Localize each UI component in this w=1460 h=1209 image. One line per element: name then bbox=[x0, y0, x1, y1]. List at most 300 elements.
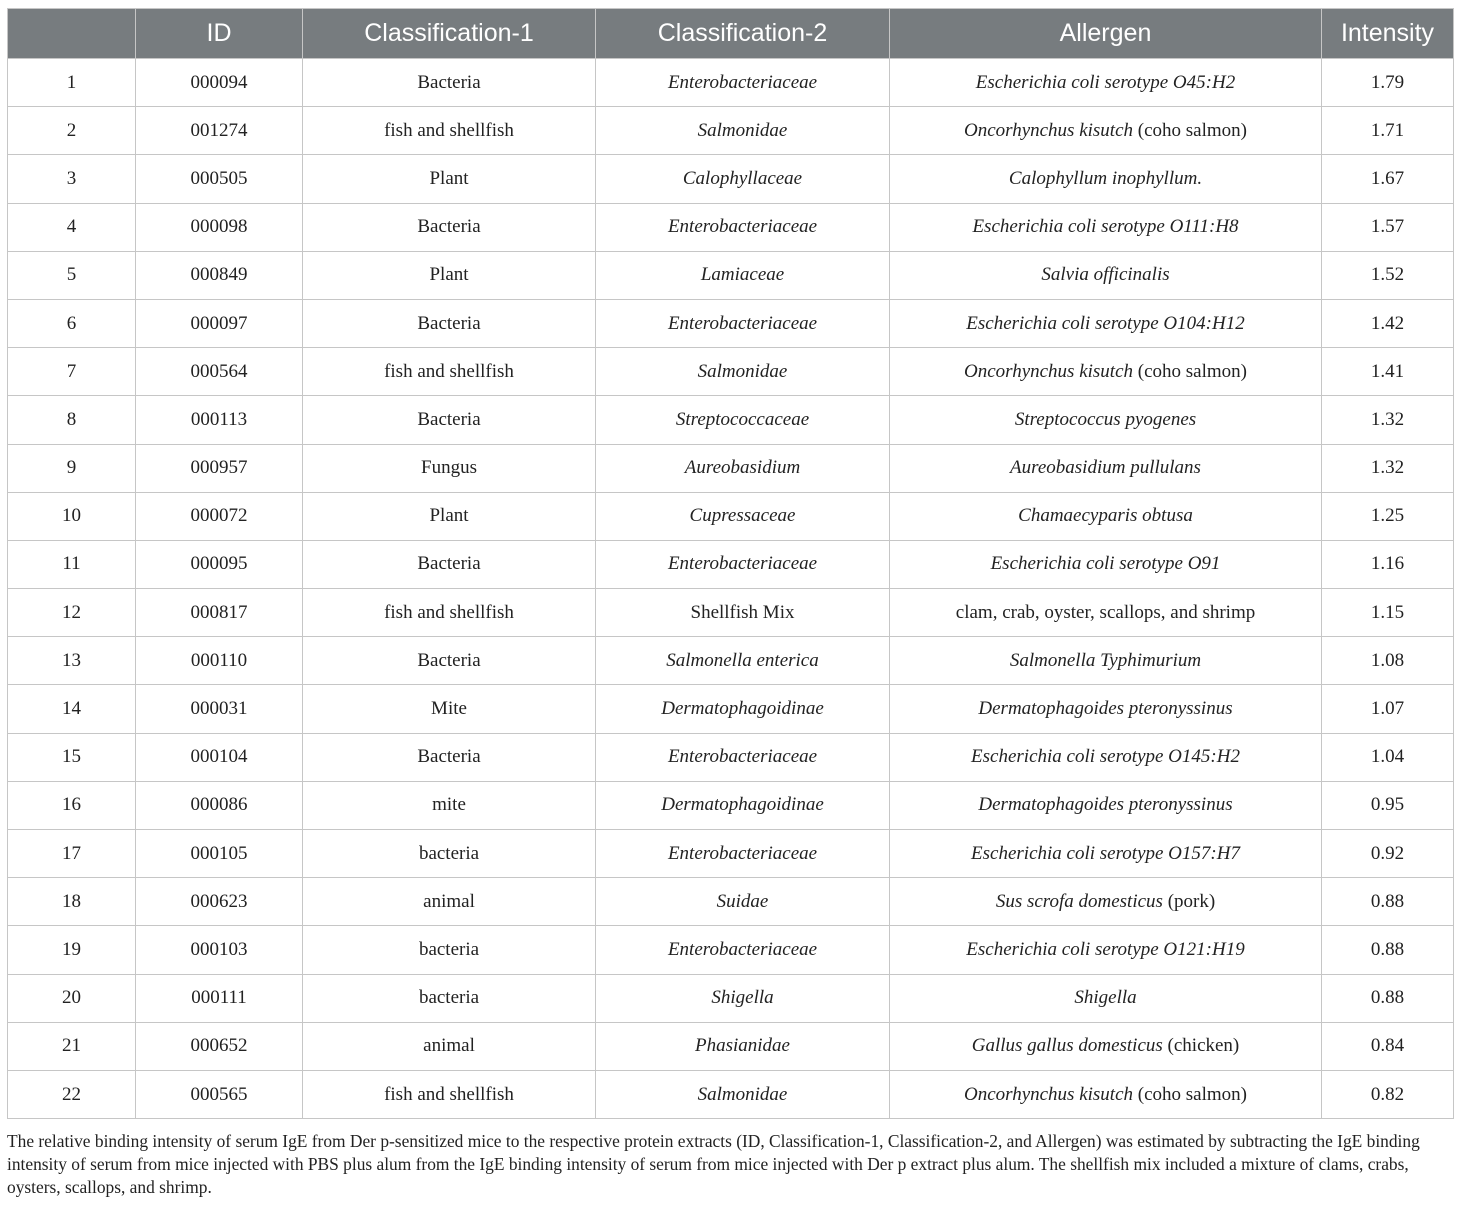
classification-1-cell bbox=[303, 155, 596, 203]
id-cell-text: 000111 bbox=[191, 987, 247, 1009]
id-cell bbox=[136, 251, 303, 299]
classification-2-cell-text: Suidae bbox=[716, 890, 769, 912]
allergen-cell bbox=[890, 1022, 1322, 1070]
allergen-species: Dermatophagoides pteronyssinus bbox=[978, 698, 1233, 720]
allergen-cell bbox=[890, 203, 1322, 251]
intensity-cell-text: 1.67 bbox=[1370, 167, 1405, 189]
allergen-cell bbox=[890, 685, 1322, 733]
classification-2-cell bbox=[596, 781, 890, 829]
allergen-species: Streptococcus pyogenes bbox=[1014, 408, 1197, 430]
id-cell-text: 000072 bbox=[190, 505, 248, 527]
id-cell bbox=[136, 396, 303, 444]
classification-1-cell-text: Bacteria bbox=[417, 71, 481, 93]
id-cell bbox=[136, 1022, 303, 1070]
classification-1-cell bbox=[303, 540, 596, 588]
table-row bbox=[8, 155, 1454, 203]
classification-2-cell bbox=[596, 59, 890, 107]
allergen-cell bbox=[890, 444, 1322, 492]
row-number-cell bbox=[8, 59, 136, 107]
classification-1-cell bbox=[303, 107, 596, 155]
classification-1-cell bbox=[303, 685, 596, 733]
row-number-cell-text: 13 bbox=[62, 649, 81, 671]
classification-1-cell bbox=[303, 830, 596, 878]
row-number-cell bbox=[8, 396, 136, 444]
classification-1-cell bbox=[303, 59, 596, 107]
row-number-cell-text: 3 bbox=[66, 167, 77, 189]
classification-1-cell-text: bacteria bbox=[418, 987, 480, 1009]
header-allergen: Allergen bbox=[890, 9, 1322, 59]
intensity-cell bbox=[1322, 348, 1454, 396]
allergen-cell bbox=[890, 733, 1322, 781]
intensity-cell-text: 1.08 bbox=[1370, 649, 1405, 671]
row-number-cell-text: 15 bbox=[62, 746, 81, 768]
table-row bbox=[8, 251, 1454, 299]
row-number-cell-text: 9 bbox=[66, 457, 77, 479]
classification-2-cell bbox=[596, 251, 890, 299]
table-row bbox=[8, 637, 1454, 685]
intensity-cell bbox=[1322, 444, 1454, 492]
id-cell bbox=[136, 685, 303, 733]
id-cell-text: 000031 bbox=[190, 698, 248, 720]
id-cell-text: 000113 bbox=[190, 408, 248, 430]
row-number-cell bbox=[8, 685, 136, 733]
intensity-cell bbox=[1322, 59, 1454, 107]
table-row bbox=[8, 589, 1454, 637]
classification-1-cell bbox=[303, 637, 596, 685]
classification-2-cell bbox=[596, 396, 890, 444]
row-number-cell-text: 20 bbox=[62, 987, 81, 1009]
table-row bbox=[8, 107, 1454, 155]
intensity-cell bbox=[1322, 589, 1454, 637]
id-cell-text: 000652 bbox=[190, 1035, 248, 1057]
allergen-cell bbox=[890, 251, 1322, 299]
id-cell bbox=[136, 348, 303, 396]
table-row bbox=[8, 830, 1454, 878]
id-cell-text: 000505 bbox=[190, 167, 248, 189]
classification-1-cell-text: Bacteria bbox=[417, 553, 481, 575]
intensity-cell bbox=[1322, 878, 1454, 926]
id-cell-text: 000095 bbox=[190, 553, 248, 575]
table-row bbox=[8, 59, 1454, 107]
classification-1-cell bbox=[303, 878, 596, 926]
allergen-species: Escherichia coli serotype O121:H19 bbox=[966, 938, 1245, 960]
allergen-species: Salmonella Typhimurium bbox=[1009, 649, 1202, 671]
row-number-cell-text: 22 bbox=[62, 1083, 81, 1105]
row-number-cell bbox=[8, 1022, 136, 1070]
classification-1-cell bbox=[303, 1022, 596, 1070]
id-cell-text: 000623 bbox=[190, 890, 248, 912]
table-row bbox=[8, 781, 1454, 829]
allergen-species: Oncorhynchus kisutch bbox=[963, 119, 1134, 141]
id-cell-text: 000110 bbox=[190, 649, 248, 671]
allergen-common-name: (coho salmon) bbox=[1133, 119, 1248, 141]
id-cell-text: 000098 bbox=[190, 216, 248, 238]
id-cell-text: 000094 bbox=[190, 71, 248, 93]
allergen-cell bbox=[890, 299, 1322, 347]
classification-1-cell-text: mite bbox=[432, 794, 466, 816]
id-cell bbox=[136, 1070, 303, 1118]
classification-2-cell-text: Enterobacteriaceae bbox=[667, 746, 818, 768]
row-number-cell-text: 5 bbox=[66, 264, 77, 286]
allergen-cell bbox=[890, 1070, 1322, 1118]
classification-1-cell-text: Bacteria bbox=[417, 312, 481, 334]
classification-1-cell bbox=[303, 589, 596, 637]
allergen-common-name: clam, crab, oyster, scallops, and shrimp bbox=[955, 601, 1256, 623]
row-number-cell-text: 18 bbox=[62, 890, 81, 912]
classification-2-cell bbox=[596, 348, 890, 396]
table-row bbox=[8, 203, 1454, 251]
intensity-cell bbox=[1322, 299, 1454, 347]
classification-1-cell bbox=[303, 733, 596, 781]
row-number-cell-text: 17 bbox=[62, 842, 81, 864]
allergen-species: Escherichia coli serotype O157:H7 bbox=[971, 842, 1240, 864]
header-classification-2: Classification-2 bbox=[596, 9, 890, 59]
row-number-cell-text: 2 bbox=[66, 119, 77, 141]
intensity-cell bbox=[1322, 155, 1454, 203]
allergen-cell bbox=[890, 974, 1322, 1022]
allergen-species: Escherichia coli serotype O45:H2 bbox=[975, 71, 1236, 93]
table-row bbox=[8, 444, 1454, 492]
allergen-intensity-table bbox=[7, 8, 1454, 1119]
intensity-cell-text: 0.82 bbox=[1370, 1083, 1405, 1105]
intensity-cell-text: 1.41 bbox=[1370, 360, 1405, 382]
allergen-table-container bbox=[7, 8, 1453, 1119]
intensity-cell bbox=[1322, 637, 1454, 685]
classification-2-cell-text: Streptococcaceae bbox=[675, 408, 810, 430]
classification-2-cell bbox=[596, 444, 890, 492]
classification-2-cell-text: Cupressaceae bbox=[689, 505, 796, 527]
table-row bbox=[8, 540, 1454, 588]
table-body bbox=[8, 59, 1454, 1119]
classification-1-cell-text: animal bbox=[423, 890, 475, 912]
intensity-cell bbox=[1322, 540, 1454, 588]
id-cell-text: 000849 bbox=[190, 264, 248, 286]
id-cell-text: 000957 bbox=[190, 457, 248, 479]
classification-2-cell bbox=[596, 637, 890, 685]
allergen-cell bbox=[890, 781, 1322, 829]
classification-1-cell-text: Bacteria bbox=[417, 649, 481, 671]
intensity-cell bbox=[1322, 1022, 1454, 1070]
row-number-cell-text: 4 bbox=[66, 216, 77, 238]
classification-1-cell-text: bacteria bbox=[418, 938, 480, 960]
intensity-cell-text: 1.42 bbox=[1370, 312, 1405, 334]
intensity-cell bbox=[1322, 1070, 1454, 1118]
classification-2-cell bbox=[596, 878, 890, 926]
id-cell bbox=[136, 203, 303, 251]
allergen-species: Shigella bbox=[1074, 987, 1137, 1009]
classification-2-cell bbox=[596, 492, 890, 540]
intensity-cell bbox=[1322, 974, 1454, 1022]
classification-1-cell bbox=[303, 203, 596, 251]
id-cell bbox=[136, 299, 303, 347]
row-number-cell-text: 16 bbox=[62, 794, 81, 816]
intensity-cell-text: 1.71 bbox=[1370, 119, 1405, 141]
intensity-cell-text: 1.57 bbox=[1370, 216, 1405, 238]
classification-2-cell-text: Dermatophagoidinae bbox=[661, 794, 824, 816]
classification-1-cell-text: Plant bbox=[429, 264, 469, 286]
intensity-cell-text: 1.07 bbox=[1370, 698, 1405, 720]
classification-1-cell bbox=[303, 251, 596, 299]
classification-2-cell-text: Salmonidae bbox=[697, 119, 788, 141]
classification-2-cell-text: Enterobacteriaceae bbox=[667, 842, 818, 864]
id-cell-text: 000104 bbox=[190, 746, 248, 768]
classification-2-cell bbox=[596, 926, 890, 974]
classification-1-cell-text: Plant bbox=[429, 167, 469, 189]
allergen-species: Oncorhynchus kisutch bbox=[963, 360, 1134, 382]
classification-2-cell bbox=[596, 107, 890, 155]
allergen-species: Salvia officinalis bbox=[1041, 264, 1170, 286]
id-cell bbox=[136, 974, 303, 1022]
allergen-species: Oncorhynchus kisutch bbox=[963, 1083, 1134, 1105]
classification-2-cell-text: Enterobacteriaceae bbox=[667, 938, 818, 960]
allergen-cell bbox=[890, 540, 1322, 588]
allergen-cell bbox=[890, 155, 1322, 203]
intensity-cell bbox=[1322, 396, 1454, 444]
intensity-cell-text: 1.79 bbox=[1370, 71, 1405, 93]
id-cell bbox=[136, 733, 303, 781]
allergen-species: Escherichia coli serotype O145:H2 bbox=[971, 746, 1240, 768]
allergen-cell bbox=[890, 107, 1322, 155]
intensity-cell bbox=[1322, 203, 1454, 251]
id-cell bbox=[136, 926, 303, 974]
id-cell bbox=[136, 830, 303, 878]
id-cell bbox=[136, 492, 303, 540]
classification-1-cell-text: animal bbox=[423, 1035, 475, 1057]
row-number-cell-text: 7 bbox=[66, 360, 77, 382]
id-cell bbox=[136, 781, 303, 829]
intensity-cell bbox=[1322, 107, 1454, 155]
table-row bbox=[8, 492, 1454, 540]
classification-2-cell bbox=[596, 589, 890, 637]
row-number-cell bbox=[8, 203, 136, 251]
classification-2-cell bbox=[596, 203, 890, 251]
classification-2-cell-text: Phasianidae bbox=[695, 1035, 790, 1057]
allergen-species: Escherichia coli serotype O104:H12 bbox=[966, 312, 1245, 334]
id-cell bbox=[136, 107, 303, 155]
classification-2-cell bbox=[596, 685, 890, 733]
id-cell-text: 000086 bbox=[190, 794, 248, 816]
classification-1-cell bbox=[303, 299, 596, 347]
id-cell-text: 001274 bbox=[190, 119, 248, 141]
classification-2-cell-text: Dermatophagoidinae bbox=[661, 698, 824, 720]
id-cell bbox=[136, 155, 303, 203]
classification-2-cell-text: Enterobacteriaceae bbox=[667, 312, 818, 334]
classification-2-cell-text: Lamiaceae bbox=[700, 264, 785, 286]
id-cell bbox=[136, 444, 303, 492]
intensity-cell-text: 1.25 bbox=[1370, 505, 1405, 527]
classification-1-cell bbox=[303, 781, 596, 829]
allergen-cell bbox=[890, 926, 1322, 974]
id-cell bbox=[136, 878, 303, 926]
classification-2-cell-text: Enterobacteriaceae bbox=[667, 216, 818, 238]
intensity-cell bbox=[1322, 926, 1454, 974]
classification-1-cell-text: Bacteria bbox=[417, 746, 481, 768]
classification-2-cell-text: Enterobacteriaceae bbox=[667, 71, 818, 93]
table-row bbox=[8, 348, 1454, 396]
row-number-cell bbox=[8, 589, 136, 637]
classification-2-cell bbox=[596, 540, 890, 588]
classification-1-cell-text: Fungus bbox=[421, 457, 477, 479]
classification-2-cell bbox=[596, 155, 890, 203]
allergen-cell bbox=[890, 589, 1322, 637]
id-cell-text: 000817 bbox=[190, 601, 248, 623]
intensity-cell-text: 1.04 bbox=[1370, 746, 1405, 768]
row-number-cell-text: 21 bbox=[62, 1035, 81, 1057]
table-row bbox=[8, 878, 1454, 926]
row-number-cell bbox=[8, 155, 136, 203]
id-cell-text: 000103 bbox=[190, 938, 248, 960]
classification-2-cell-text: Salmonella enterica bbox=[666, 649, 819, 671]
classification-2-cell bbox=[596, 733, 890, 781]
intensity-cell bbox=[1322, 733, 1454, 781]
intensity-cell bbox=[1322, 781, 1454, 829]
allergen-common-name: (coho salmon) bbox=[1133, 360, 1248, 382]
row-number-cell-text: 1 bbox=[66, 71, 77, 93]
row-number-cell bbox=[8, 348, 136, 396]
id-cell bbox=[136, 637, 303, 685]
intensity-cell-text: 1.52 bbox=[1370, 264, 1405, 286]
classification-1-cell bbox=[303, 492, 596, 540]
allergen-cell bbox=[890, 878, 1322, 926]
allergen-species: Sus scrofa domesticus bbox=[995, 890, 1163, 912]
classification-1-cell-text: fish and shellfish bbox=[384, 119, 514, 141]
allergen-common-name: (coho salmon) bbox=[1133, 1083, 1248, 1105]
row-number-cell-text: 14 bbox=[62, 698, 81, 720]
classification-2-cell-text: Shigella bbox=[711, 987, 774, 1009]
row-number-cell-text: 6 bbox=[66, 312, 77, 334]
intensity-cell bbox=[1322, 830, 1454, 878]
intensity-cell bbox=[1322, 492, 1454, 540]
classification-1-cell bbox=[303, 1070, 596, 1118]
table-row bbox=[8, 299, 1454, 347]
classification-1-cell-text: Bacteria bbox=[417, 408, 481, 430]
classification-1-cell-text: bacteria bbox=[418, 842, 480, 864]
row-number-cell bbox=[8, 733, 136, 781]
classification-2-cell bbox=[596, 1022, 890, 1070]
table-row bbox=[8, 1070, 1454, 1118]
classification-1-cell-text: fish and shellfish bbox=[384, 360, 514, 382]
allergen-cell bbox=[890, 396, 1322, 444]
id-cell-text: 000565 bbox=[190, 1083, 248, 1105]
classification-2-cell bbox=[596, 974, 890, 1022]
intensity-cell-text: 1.16 bbox=[1370, 553, 1405, 575]
classification-2-cell bbox=[596, 830, 890, 878]
id-cell bbox=[136, 589, 303, 637]
classification-2-cell-text: Calophyllaceae bbox=[682, 167, 803, 189]
intensity-cell-text: 0.88 bbox=[1370, 938, 1405, 960]
id-cell-text: 000097 bbox=[190, 312, 248, 334]
classification-1-cell bbox=[303, 396, 596, 444]
classification-1-cell-text: fish and shellfish bbox=[384, 1083, 514, 1105]
header-intensity: Intensity bbox=[1322, 9, 1454, 59]
row-number-cell bbox=[8, 926, 136, 974]
id-cell-text: 000105 bbox=[190, 842, 248, 864]
allergen-species: Aureobasidium pullulans bbox=[1010, 457, 1201, 479]
allergen-cell bbox=[890, 492, 1322, 540]
id-cell bbox=[136, 59, 303, 107]
table-row bbox=[8, 974, 1454, 1022]
row-number-cell bbox=[8, 107, 136, 155]
allergen-cell bbox=[890, 59, 1322, 107]
classification-2-cell-text: Shellfish Mix bbox=[690, 601, 795, 623]
classification-1-cell bbox=[303, 974, 596, 1022]
intensity-cell-text: 0.88 bbox=[1370, 890, 1405, 912]
table-header-row bbox=[8, 9, 1454, 59]
allergen-common-name: (pork) bbox=[1162, 890, 1216, 912]
table-row bbox=[8, 685, 1454, 733]
allergen-cell bbox=[890, 637, 1322, 685]
table-caption: The relative binding intensity of serum IgE from Der p-sensitized mice to the respective protein extracts (ID, Classification-1, Classification-2, and Allergen) was estimated by subtracting the IgE binding intensity of serum from mice injected with PBS plus alum from the IgE binding intensity of serum from mice injected with Der p extract plus alum. The shellfish mix included a mixture of clams, crabs, oysters, scallops, and shrimp. bbox=[7, 1131, 1420, 1197]
allergen-cell bbox=[890, 830, 1322, 878]
table-row bbox=[8, 733, 1454, 781]
row-number-cell bbox=[8, 637, 136, 685]
row-number-cell-text: 11 bbox=[62, 553, 81, 575]
table-row bbox=[8, 396, 1454, 444]
table-row bbox=[8, 926, 1454, 974]
row-number-cell bbox=[8, 299, 136, 347]
intensity-cell-text: 1.15 bbox=[1370, 601, 1405, 623]
intensity-cell-text: 0.95 bbox=[1370, 794, 1405, 816]
intensity-cell bbox=[1322, 251, 1454, 299]
allergen-species: Chamaecyparis obtusa bbox=[1018, 505, 1193, 527]
classification-1-cell-text: fish and shellfish bbox=[384, 601, 514, 623]
header-id: ID bbox=[136, 9, 303, 59]
header-rank bbox=[8, 9, 136, 59]
row-number-cell-text: 19 bbox=[62, 938, 81, 960]
id-cell-text: 000564 bbox=[190, 360, 248, 382]
intensity-cell-text: 1.32 bbox=[1370, 457, 1405, 479]
row-number-cell bbox=[8, 1070, 136, 1118]
classification-2-cell-text: Aureobasidium bbox=[684, 457, 801, 479]
intensity-cell bbox=[1322, 685, 1454, 733]
classification-1-cell-text: Plant bbox=[429, 505, 469, 527]
row-number-cell-text: 8 bbox=[66, 408, 77, 430]
classification-1-cell bbox=[303, 444, 596, 492]
classification-2-cell bbox=[596, 1070, 890, 1118]
row-number-cell bbox=[8, 830, 136, 878]
intensity-cell-text: 0.88 bbox=[1370, 987, 1405, 1009]
row-number-cell bbox=[8, 444, 136, 492]
classification-1-cell-text: Mite bbox=[431, 698, 467, 720]
row-number-cell-text: 10 bbox=[62, 505, 81, 527]
allergen-cell bbox=[890, 348, 1322, 396]
row-number-cell bbox=[8, 878, 136, 926]
header-classification-1: Classification-1 bbox=[303, 9, 596, 59]
allergen-species: Escherichia coli serotype O111:H8 bbox=[972, 216, 1239, 238]
allergen-species: Escherichia coli serotype O91 bbox=[990, 553, 1221, 575]
allergen-common-name: (chicken) bbox=[1162, 1035, 1240, 1057]
classification-1-cell-text: Bacteria bbox=[417, 216, 481, 238]
table-row bbox=[8, 1022, 1454, 1070]
row-number-cell bbox=[8, 492, 136, 540]
row-number-cell bbox=[8, 251, 136, 299]
row-number-cell bbox=[8, 540, 136, 588]
allergen-species: Gallus gallus domesticus bbox=[971, 1035, 1163, 1057]
classification-2-cell bbox=[596, 299, 890, 347]
row-number-cell bbox=[8, 781, 136, 829]
classification-2-cell-text: Salmonidae bbox=[697, 360, 788, 382]
row-number-cell bbox=[8, 974, 136, 1022]
intensity-cell-text: 0.84 bbox=[1370, 1035, 1405, 1057]
classification-2-cell-text: Salmonidae bbox=[697, 1083, 788, 1105]
row-number-cell-text: 12 bbox=[62, 601, 81, 623]
allergen-species: Dermatophagoides pteronyssinus bbox=[978, 794, 1233, 816]
intensity-cell-text: 0.92 bbox=[1370, 842, 1405, 864]
intensity-cell-text: 1.32 bbox=[1370, 408, 1405, 430]
classification-2-cell-text: Enterobacteriaceae bbox=[667, 553, 818, 575]
allergen-species: Calophyllum inophyllum. bbox=[1008, 167, 1203, 189]
classification-1-cell bbox=[303, 926, 596, 974]
